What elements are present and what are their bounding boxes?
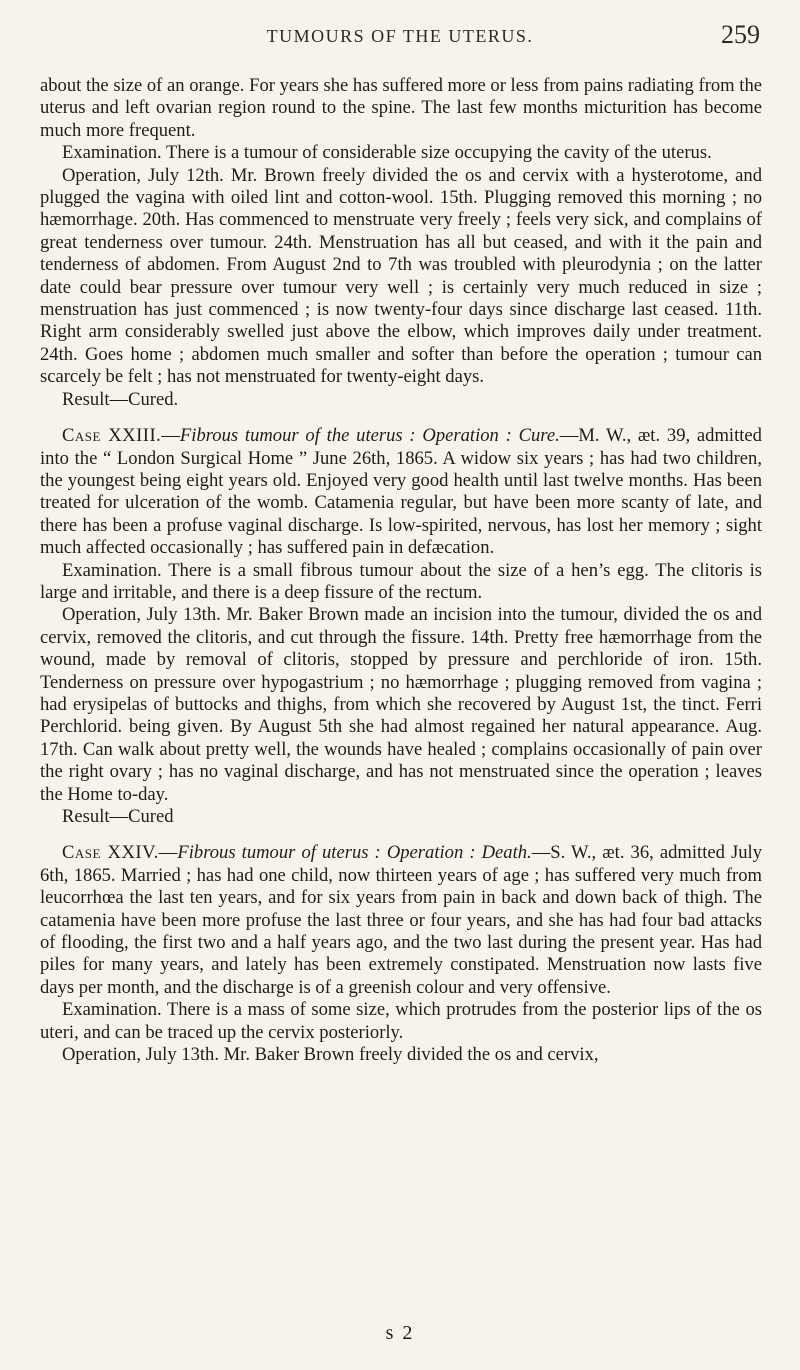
case-body: —S. W., æt. 36, admitted July 6th, 1865. Married ; has had one child, now thirteen years of age ; has suffered very much from leucorrhœa the last ten years, and for six years from pain in back and down back of thigh. The catamenia have been more profuse the last three or four years, and she has had four bad attacks of flooding, the first two and a half years ago, and the two last during the present year. Has had piles for many years, and lately has been extremely constipated. Menstruation now lasts five days per month, and the discharge is of a greenish colour and very offensive. [40,842,762,998]
body-text [40,75,762,1066]
case-24-paragraph [40,842,762,999]
paragraph: Operation, July 13th. Mr. Baker Brown freely divided the os and cervix, [62,1044,599,1066]
case-label: Case XXIV. [62,842,159,864]
case-body: —M. W., æt. 39, admitted into the “ London Surgical Home ” June 26th, 1865. A widow six years ; has had two children, the youngest being eight years old. Enjoyed very good health until last twelve months. Has been treated for ulceration of the womb. Catamenia regular, but have been more scanty of late, and there has been a profuse vaginal discharge. Is low-spirited, nervous, has lost her memory ; sight much affected occasionally ; has suffered pain in defæcation. [40,425,762,559]
paragraph: Operation, July 13th. Mr. Baker Brown made an incision into the tumour, divided the os and cervix, removed the clitoris, and cut through the fissure. 14th. Pretty free hæmorrhage from the wound, made by removal of clitoris, stopped by pressure and perchloride of iron. 15th. Tenderness on pressure over hypogastrium ; no hæmorrhage ; plugging removed from vagina ; had erysipelas of buttocks and thighs, from which she recovered by August 1st, the tinct. Ferri Perchlorid. being given. By August 5th she had almost regained her natural appearance. Aug. 17th. Can walk about pretty well, the wounds have healed ; complains occasionally of pain over the right ovary ; has no vaginal discharge, and has not menstruated since the operation ; leaves the Home to-day. [40,604,762,805]
paragraph: Examination. There is a small fibrous tumour about the size of a hen’s egg. The clitoris is large and irritable, and there is a deep fissure of the rectum. [40,559,762,603]
page-number: 259 [721,20,760,49]
paragraph: Operation, July 12th. Mr. Brown freely divided the os and cervix with a hysterotome, and plugged the vagina with oiled lint and cotton-wool. 15th. Plugging removed this morning ; no hæmorrhage. 20th. Has commenced to menstruate very freely ; feels very sick, and complains of great tenderness over tumour. 24th. Menstruation has all but ceased, and with it the pain and tenderness of abdomen. From August 2nd to 7th was troubled with pleurodynia ; on the latter date could bear pressure over tumour very well ; is certainly very much reduced in size ; menstruation has just commenced ; is now twenty-four days since discharge last ceased. 11th. Right arm considerably swelled just above the elbow, which improves daily under treatment. 24th. Goes home ; abdomen much smaller and softer than before the operation ; tumour can scarcely be felt ; has not menstruated for twenty-eight days. [40,164,762,388]
case-title: Fibrous tumour of uterus : Operation : Death. [177,842,532,864]
running-head [40,20,760,60]
case-dash: — [158,842,178,864]
paragraph: about the size of an orange. For years she has suffered more or less from pains radiating from the uterus and left ovarian region round to the spine. The last few months micturition has become much more frequent. [40,75,763,141]
paragraph: Examination. There is a tumour of considerable size occupying the cavity of the uterus. [62,142,712,164]
paragraph: Examination. There is a mass of some size, which protrudes from the posterior lips of the os uteri, and can be traced up the cervix posteriorly. [40,999,762,1043]
case-title: Fibrous tumour of the uterus : Operation : Cure. [179,425,560,447]
paragraph: Result—Cured. [62,388,179,410]
case-dash: — [161,425,180,447]
running-title: TUMOURS OF THE UTERUS. [266,26,534,46]
case-23-paragraph [40,425,762,559]
paragraph: Result—Cured [62,806,174,827]
case-label: Case XXIII. [62,425,162,447]
signature-mark: s 2 [385,1322,415,1344]
